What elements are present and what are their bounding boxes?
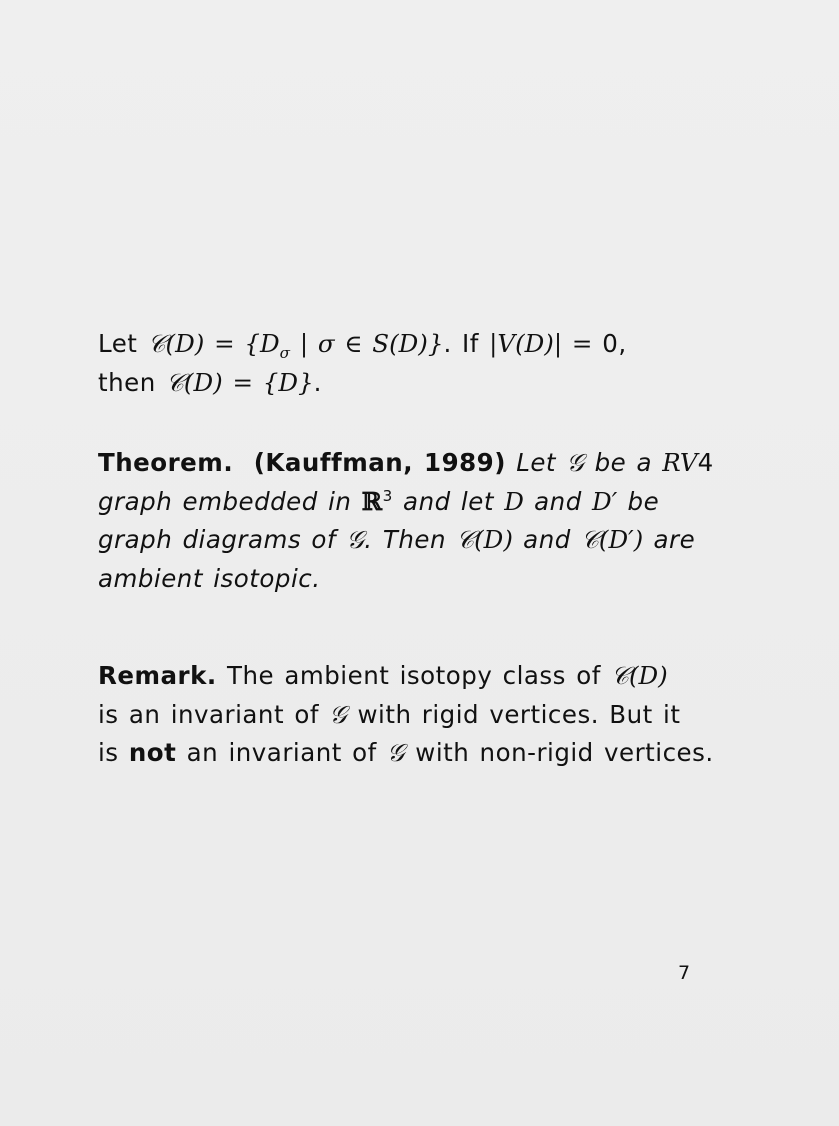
text-run: . Then (364, 525, 457, 554)
text-run: 4 (697, 448, 714, 477)
remark-label: Remark. (98, 661, 217, 690)
text-run: . (313, 367, 322, 397)
text-run: Let (98, 329, 148, 358)
math-expression: 𝒢 (329, 699, 348, 729)
math-expression: 𝒢 (566, 448, 585, 477)
math-expression: 𝒢 (387, 738, 405, 767)
math-run: | σ ∈ S(D)} (290, 329, 444, 358)
remark-line-1 (98, 657, 758, 696)
text-run: is an invariant of (98, 699, 330, 729)
definition-line-2 (98, 364, 758, 403)
text-run: graph diagrams of (98, 525, 347, 554)
text-run: and (512, 525, 582, 554)
text-run: with rigid vertices. But it (347, 699, 681, 729)
text-run: ambient isotopic. (98, 563, 321, 593)
math-expression: D (504, 486, 524, 516)
text-run: and (523, 486, 593, 516)
math-superscript: 3 (382, 486, 393, 505)
math-expression: 𝒞(D′) (581, 525, 644, 554)
text-run: an invariant of (176, 738, 388, 767)
remark-line-3 (98, 734, 758, 773)
text-run: The ambient isotopy class of (216, 661, 612, 690)
text-run: are (643, 525, 696, 554)
definition-paragraph (98, 325, 758, 402)
math-expression: RV (662, 448, 698, 477)
math-expression: 𝒢 (346, 525, 365, 554)
math-expression: 𝒞(D) (611, 661, 668, 690)
text-run: . If (443, 329, 490, 358)
text-run: be a (584, 448, 663, 477)
theorem-attribution: (Kauffman, 1989) (253, 448, 506, 477)
remark-paragraph (98, 657, 758, 773)
math-run: 𝒞(D) = {D (147, 329, 280, 358)
theorem-paragraph (98, 444, 758, 598)
math-expression: ℝ (361, 486, 383, 516)
theorem-line-4 (98, 560, 758, 599)
page-number: 7 (678, 962, 691, 984)
theorem-line-1 (98, 444, 758, 483)
text-run: be (617, 486, 660, 516)
math-expression: 𝒞(D) (456, 525, 513, 554)
theorem-line-3 (98, 521, 758, 560)
theorem-label: Theorem. (98, 448, 234, 477)
math-expression: D′ (592, 486, 618, 516)
text-run: with non-rigid vertices. (405, 738, 714, 767)
text-run: 0, (602, 329, 627, 358)
text-run: Let (505, 448, 567, 477)
emphasis-text: not (128, 738, 177, 767)
math-expression: |V(D)| = (489, 329, 603, 358)
math-subscript: σ (279, 343, 291, 362)
definition-line-1 (98, 325, 758, 364)
text-run: graph embedded in (98, 486, 362, 516)
text-run: then (98, 367, 167, 397)
theorem-line-2 (98, 483, 758, 522)
text-run: and let (392, 486, 505, 516)
remark-line-2 (98, 696, 758, 735)
math-expression (147, 329, 444, 362)
math-expression: 𝒞(D) = {D} (166, 367, 314, 397)
text-run: is (98, 738, 129, 767)
